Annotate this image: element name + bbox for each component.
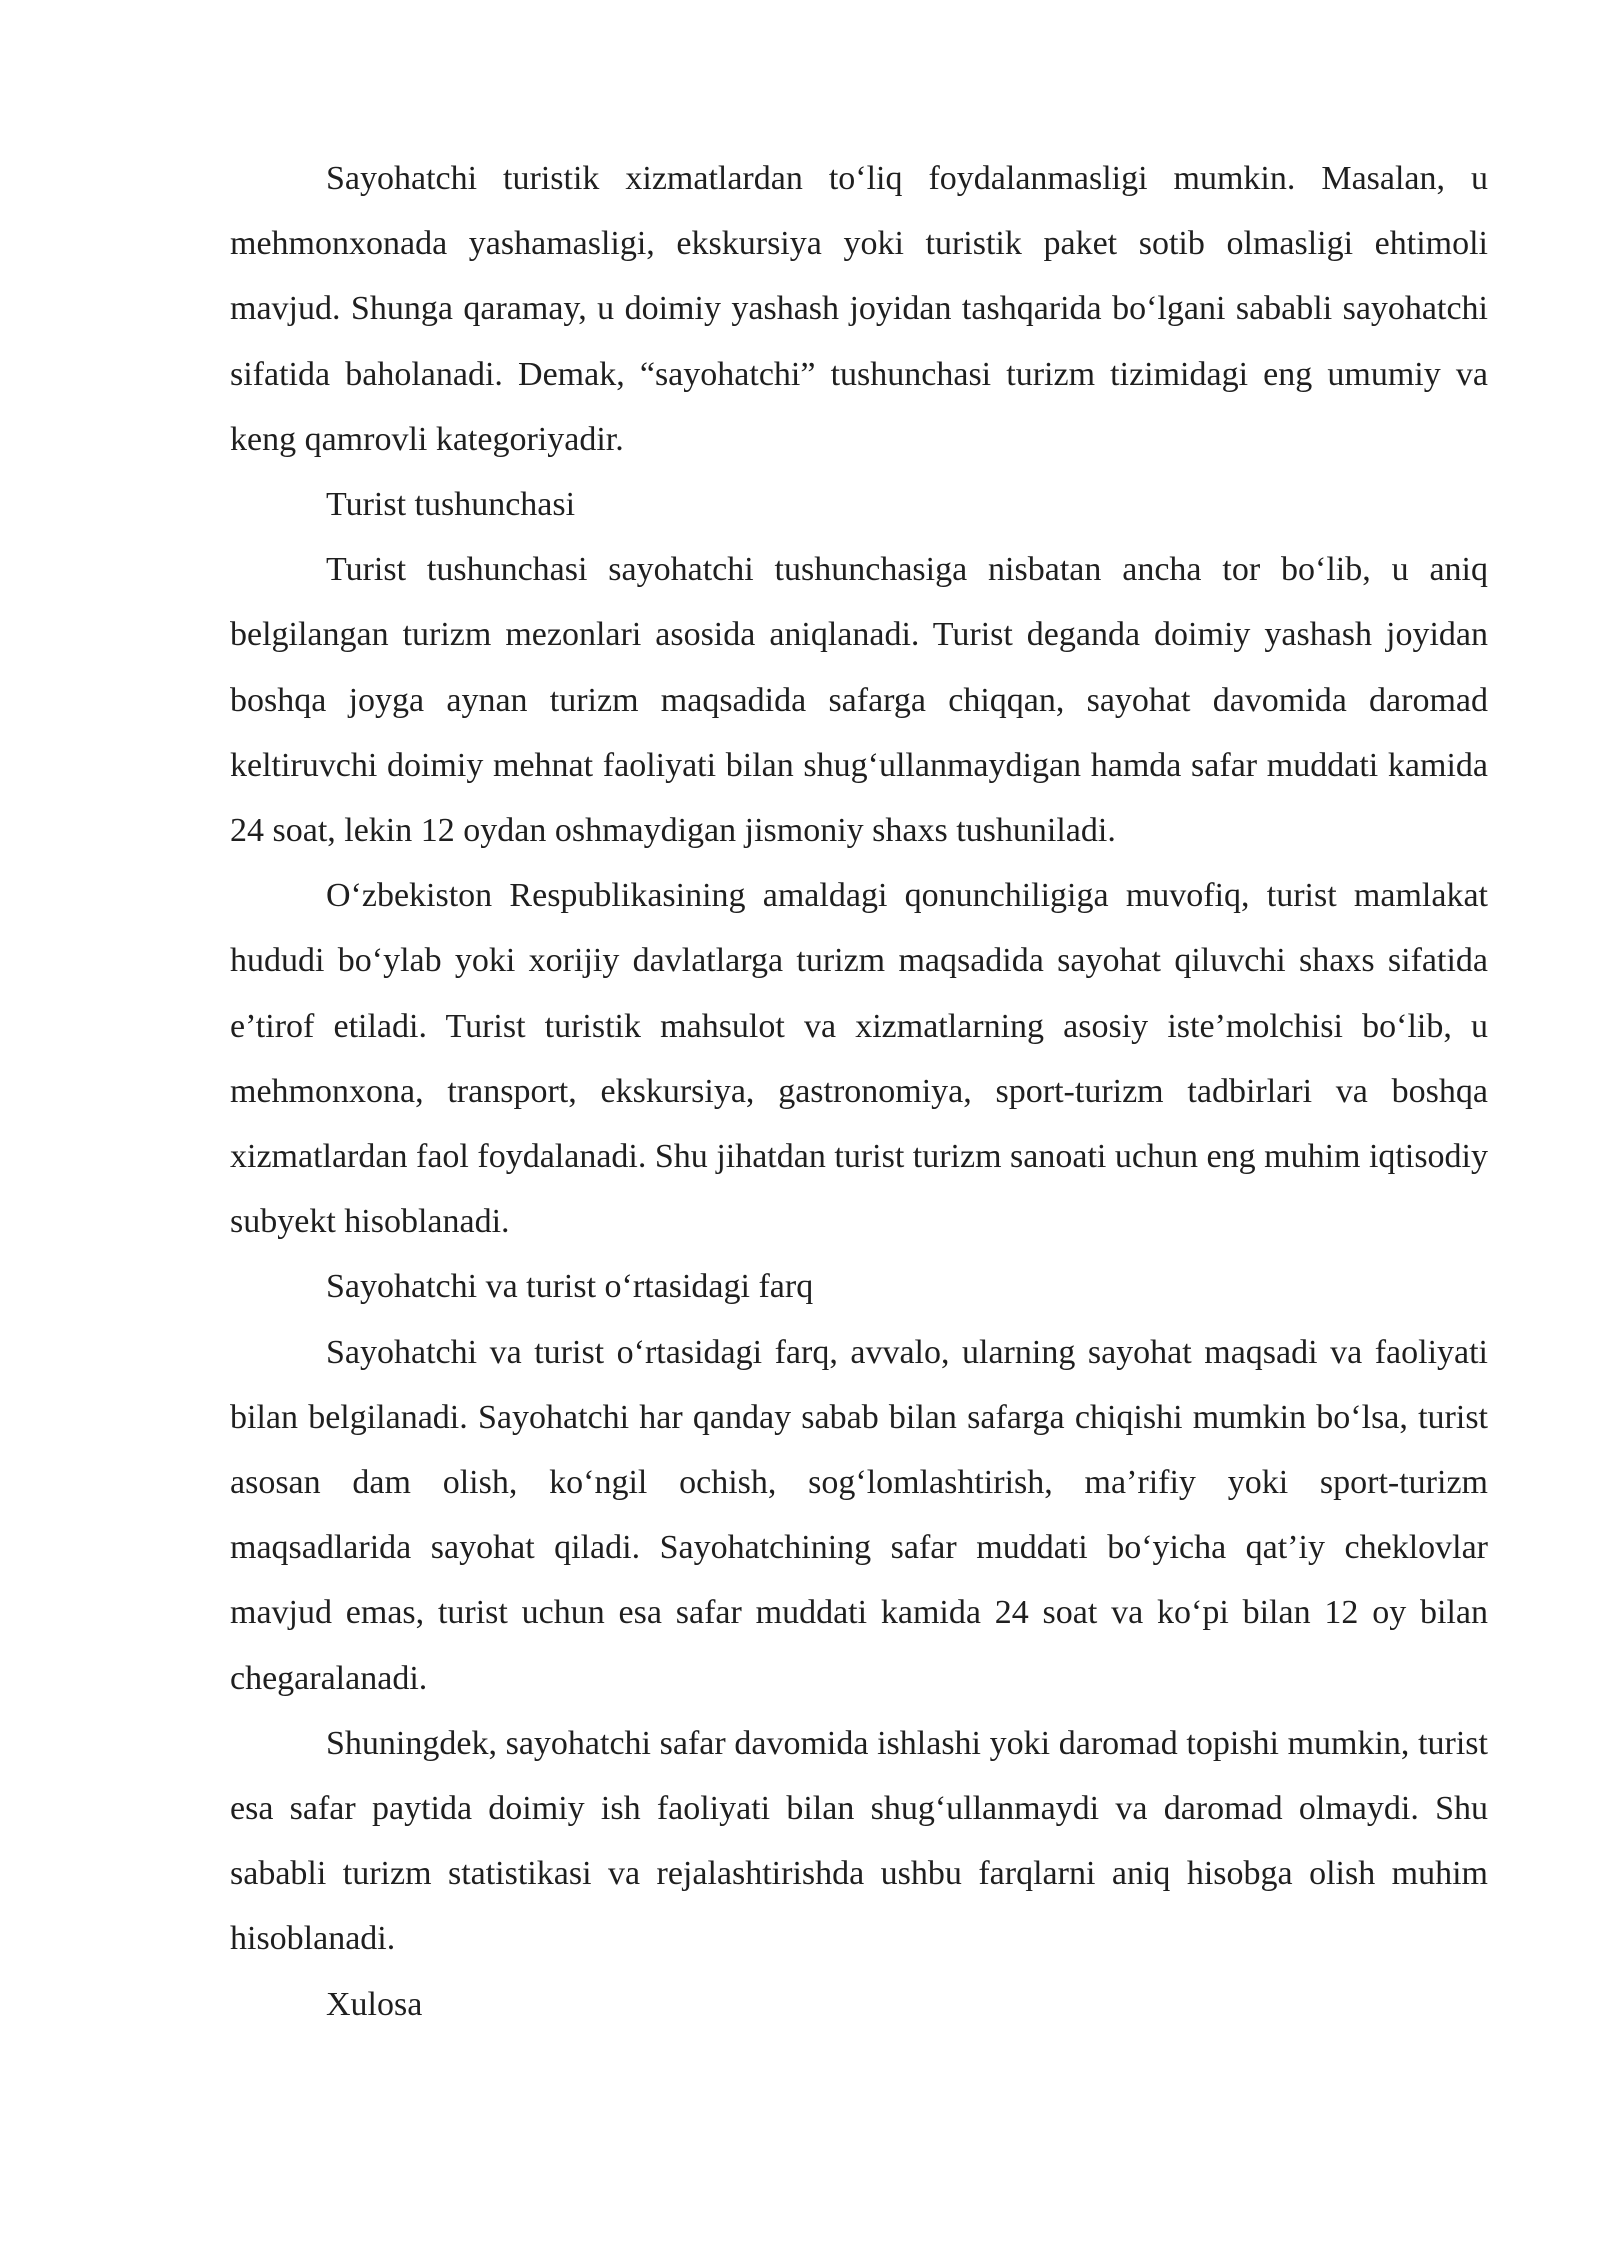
paragraph-uzbekistan-law: O‘zbekiston Respublikasining amaldagi qonunchiligiga muvofiq, turist mamlakat hududi bo‘ylab yoki xorijiy davlatlarga turizm maqsadida sayohat qiluvchi shaxs sifatida e’tirof etiladi. Turist turistik mahsulot va xizmatlarning asosiy iste’molchisi bo‘lib, u mehmonxona, transport, ekskursiya, gastronomiya, sport-turizm tadbirlari va boshqa xizmatlardan faol foydalanadi. Shu jihatdan turist turizm sanoati uchun eng muhim iqtisodiy subyekt hisoblanadi. bbox=[230, 877, 1488, 1241]
paragraph-difference-purpose: Sayohatchi va turist o‘rtasidagi farq, avvalo, ularning sayohat maqsadi va faoliyati bilan belgilanadi. Sayohatchi har qanday sabab bilan safarga chiqishi mumkin bo‘lsa, turist asosan dam olish, ko‘ngil ochish, sog‘lomlashtirish, ma’rifiy yoki sport-turizm maqsadlarida sayohat qiladi. Sayohatchining safar muddati bo‘yicha qat’iy cheklovlar mavjud emas, turist uchun esa safar muddati kamida 24 soat va ko‘pi bilan 12 oy bilan chegaralanadi. bbox=[230, 1333, 1488, 1697]
paragraph-tourist-definition: Turist tushunchasi sayohatchi tushunchasiga nisbatan ancha tor bo‘lib, u aniq belgilangan turizm mezonlari asosida aniqlanadi. Turist deganda doimiy yashash joyidan boshqa joyga aynan turizm maqsadida safarga chiqqan, sayohat davomida daromad keltiruvchi doimiy mehnat faoliyati bilan shug‘ullanmaydigan hamda safar muddati kamida 24 soat, lekin 12 oydan oshmaydigan jismoniy shaxs tushuniladi. bbox=[230, 551, 1488, 850]
paragraph-difference-income: Shuningdek, sayohatchi safar davomida ishlashi yoki daromad topishi mumkin, turist esa safar paytida doimiy ish faoliyati bilan shug‘ullanmaydi va daromad olmaydi. Shu sababli turizm statistikasi va rejalashtirishda ushbu farqlarni aniq hisobga olish muhim hisoblanadi. bbox=[230, 1724, 1488, 1958]
heading-conclusion: Xulosa bbox=[326, 1985, 423, 2023]
document-body bbox=[230, 146, 1488, 2037]
paragraph-traveler-services: Sayohatchi turistik xizmatlardan to‘liq foydalanmasligi mumkin. Masalan, u mehmonxonada yashamasligi, ekskursiya yoki turistik paket sotib olmasligi ehtimoli mavjud. Shunga qaramay, u doimiy yashash joyidan tashqarida bo‘lgani sababli sayohatchi sifatida baholanadi. Demak, “sayohatchi” tushunchasi turizm tizimidagi eng umumiy va keng qamrovli kategoriyadir. bbox=[230, 160, 1488, 458]
heading-tourist-concept: Turist tushunchasi bbox=[326, 486, 576, 524]
heading-difference: Sayohatchi va turist o‘rtasidagi farq bbox=[326, 1268, 814, 1306]
